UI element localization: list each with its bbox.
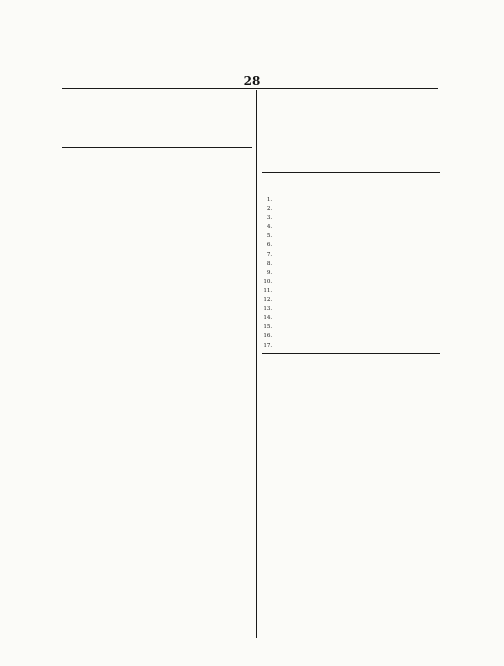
review-item <box>274 315 440 322</box>
verse-line <box>72 160 242 167</box>
right-column <box>262 92 440 638</box>
review-byline <box>262 187 440 194</box>
article-paragraph <box>62 119 252 126</box>
verse-line <box>272 120 430 127</box>
section-rule <box>262 353 440 354</box>
review-heading <box>262 177 440 185</box>
verse-line <box>272 141 430 148</box>
section-rule <box>62 147 252 148</box>
review-item <box>274 279 440 286</box>
review-item <box>274 324 440 331</box>
review-item <box>274 306 440 313</box>
review-item <box>274 215 440 222</box>
verse-line <box>72 167 242 174</box>
column-divider <box>256 90 257 638</box>
left-column <box>62 92 252 638</box>
prices-heading <box>262 358 440 366</box>
price-entry <box>262 377 440 384</box>
verse-line <box>272 92 430 99</box>
verse-line <box>272 127 430 134</box>
review-item <box>274 288 440 295</box>
top-verse <box>272 92 430 169</box>
review-item <box>274 333 440 340</box>
review-item <box>274 197 440 204</box>
review-item <box>274 224 440 231</box>
verse-line <box>72 181 242 188</box>
verse-line <box>72 174 242 181</box>
review-item <box>274 343 440 350</box>
verse-box-title <box>62 151 252 158</box>
verse-line <box>272 134 430 141</box>
verse-line <box>272 99 430 106</box>
article-attribution <box>62 137 252 144</box>
verse-line <box>272 113 430 120</box>
section-rule <box>262 172 440 173</box>
review-item <box>274 261 440 268</box>
verse-line <box>272 155 430 162</box>
verse-box <box>72 160 242 188</box>
review-item <box>274 297 440 304</box>
verse-line <box>272 148 430 155</box>
price-entry <box>262 368 440 375</box>
review-item <box>274 270 440 277</box>
verse-line <box>272 106 430 113</box>
review-item <box>274 206 440 213</box>
article-paragraph <box>62 101 252 108</box>
review-item <box>274 233 440 240</box>
verse-line <box>272 162 430 169</box>
review-list <box>262 197 440 350</box>
article-paragraph <box>62 92 252 99</box>
header-rule <box>62 88 438 89</box>
page-number: 28 <box>243 74 261 88</box>
review-item <box>274 242 440 249</box>
review-item <box>274 252 440 259</box>
article-paragraph <box>62 128 252 135</box>
article-paragraph <box>62 110 252 117</box>
